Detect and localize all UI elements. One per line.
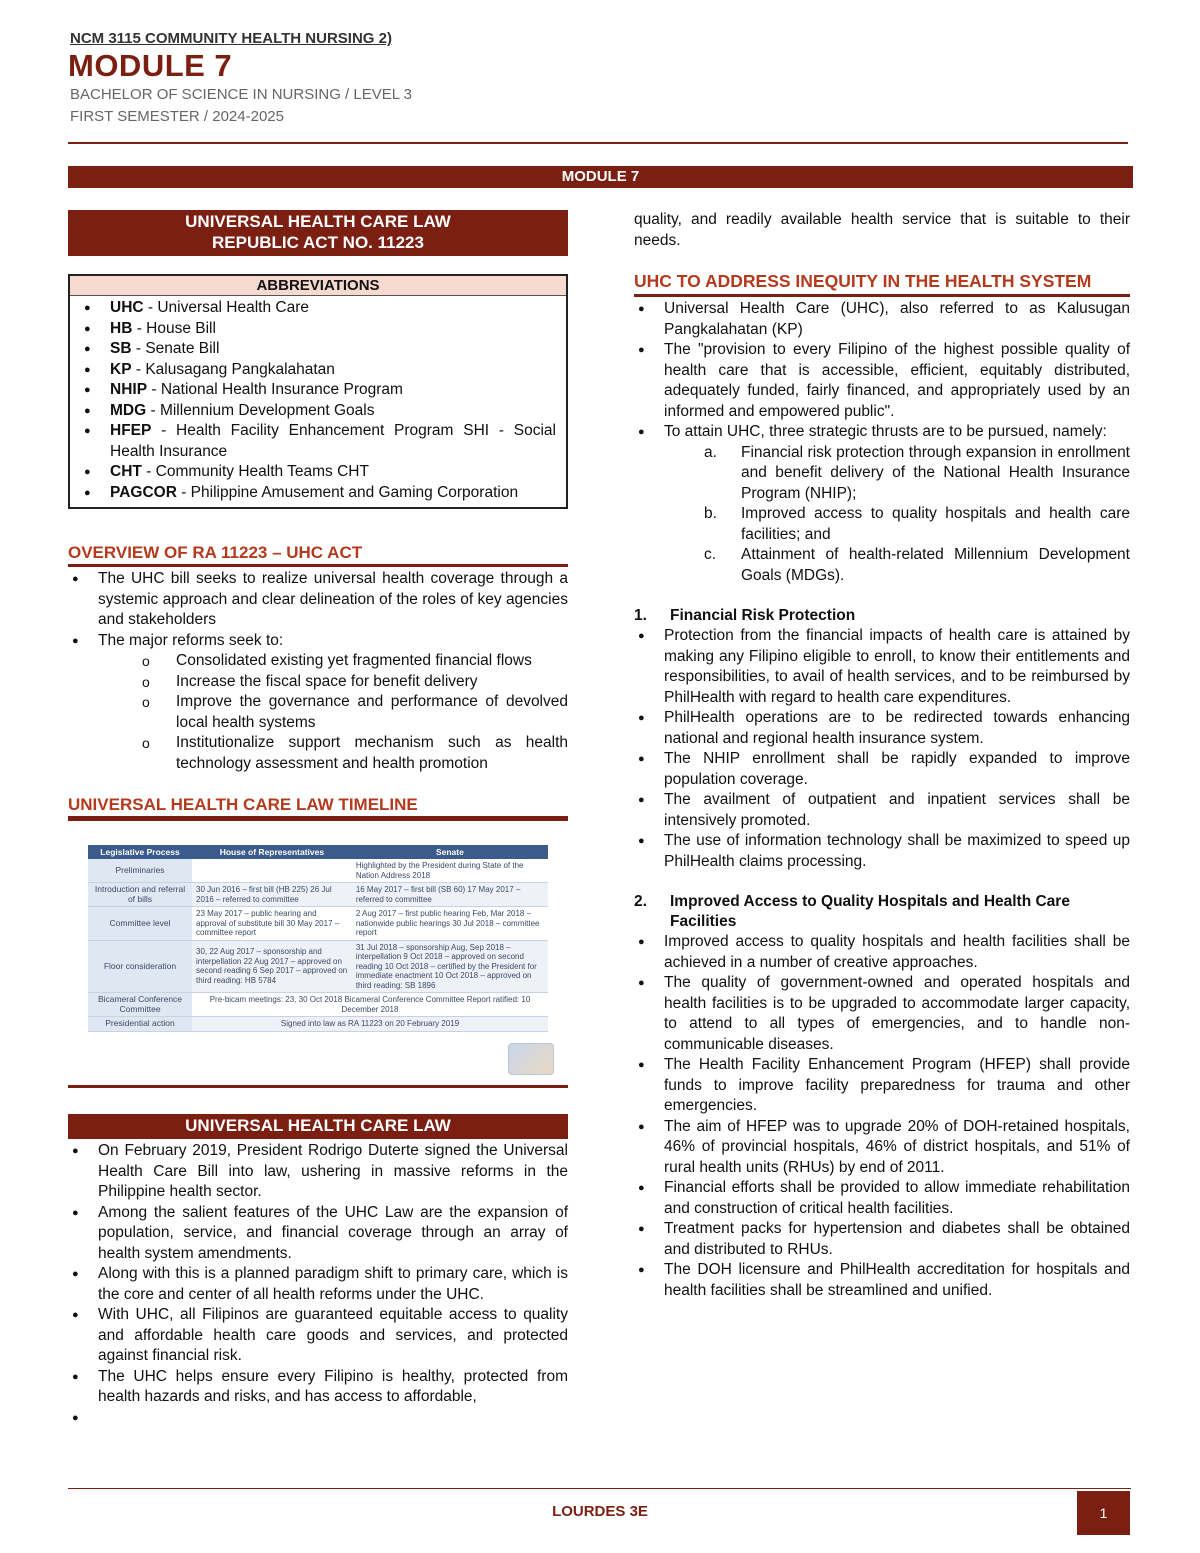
abbreviations-box [68, 274, 568, 509]
abbreviation-item: ● HFEP - Health Facility Enhancement Program SHI - Social Health Insurance [70, 421, 556, 462]
logo-icon [508, 1043, 554, 1075]
stage-cell: Bicameral Conference Committee [88, 993, 192, 1017]
list-item: ● Improved access to quality hospitals and health facilities shall be achieved in a number of creative approaches. [634, 932, 1130, 973]
table-row [88, 883, 548, 907]
stage-cell: Introduction and referral of bills [88, 883, 192, 907]
list-item: ● The availment of outpatient and inpatient services shall be intensively promoted. [634, 790, 1130, 831]
list-item: ● PhilHealth operations are to be redirected towards enhancing national and regional health insurance system. [634, 708, 1130, 749]
thrust-item: c. Attainment of health-related Millennium Development Goals (MDGs). [704, 546, 1130, 584]
list-item: ● Protection from the financial impacts of health care is attained by making any Filipino eligible to enroll, to know their entitlements and responsibilities, to avail of health services, and to be reimbursed by PhilHealth with regard to health care expenditures. [634, 626, 1130, 708]
header-divider [68, 142, 1128, 144]
abbreviation-item: ● KP - Kalusagang Pangkalahatan [70, 360, 556, 381]
stage-cell: Floor consideration [88, 940, 192, 993]
timeline-figure [68, 845, 568, 1088]
house-cell: 23 May 2017 – public hearing and approval of substitute bill 30 May 2017 – committee report [192, 907, 352, 941]
table-header-row [88, 845, 548, 859]
list-item: ● The UHC bill seeks to realize universal health coverage through a systemic approach and clear delineation of the roles of key agencies and stakeholders [68, 569, 568, 631]
list-item: ● The use of information technology shall be maximized to speed up PhilHealth claims processing. [634, 831, 1130, 872]
uhc-law-heading: UNIVERSAL HEALTH CARE LAW [68, 1114, 568, 1139]
heading-rule [634, 294, 1130, 297]
list-item: ● The major reforms seek to: [68, 631, 568, 652]
sub-list-item: o Increase the fiscal space for benefit delivery [68, 672, 568, 693]
financial-heading: 1. Financial Risk Protection [634, 607, 856, 624]
footer-author: LOURDES 3E [552, 1503, 648, 1520]
list-item: ● With UHC, all Filipinos are guaranteed equitable access to quality and affordable health care goods and services, and protected against financial risk. [68, 1305, 568, 1367]
thrust-item: a. Financial risk protection through expansion in enrollment and benefit delivery of the National Health Insurance Program (NHIP); [704, 443, 1130, 502]
abbreviation-item: ● HB - House Bill [70, 319, 556, 340]
uhc-law-list [68, 1141, 568, 1428]
program-line: BACHELOR OF SCIENCE IN NURSING / LEVEL 3 [70, 86, 413, 103]
senate-cell: 2 Aug 2017 – first public hearing Feb, Mar 2018 – nationwide public hearings 30 Jul 2018 – committee report [352, 907, 548, 941]
house-cell: 30, 22 Aug 2017 – sponsorship and interpellation 22 Aug 2017 – approved on second reading 6 Sep 2017 – approved on third reading: HB 5784 [192, 940, 352, 993]
sub-list-item: o Improve the governance and performance of devolved local health systems [68, 692, 568, 733]
abbreviation-item: ● SB - Senate Bill [70, 339, 556, 360]
continued-paragraph: quality, and readily available health service that is suitable to their needs. [634, 211, 1130, 249]
table-row [88, 907, 548, 941]
reforms-sublist [68, 651, 568, 774]
house-cell [192, 859, 352, 883]
access-heading: 2. Improved Access to Quality Hospitals and Health Care Facilities [634, 893, 1070, 930]
list-item: ● The aim of HFEP was to upgrade 20% of DOH-retained hospitals, 46% of provincial hospitals, 46% of district hospitals, and 51% of rural health units (RHUs) by end of 2011. [634, 1117, 1130, 1179]
law-title: UNIVERSAL HEALTH CARE LAW [185, 212, 451, 231]
module-banner: MODULE 7 [68, 166, 1133, 188]
table-row [88, 1017, 548, 1032]
law-title-box [68, 210, 568, 256]
thrust-item: b. Improved access to quality hospitals and health care facilities; and [704, 505, 1130, 543]
house-cell: 30 Jun 2016 – first bill (HB 225) 26 Jul 2016 – referred to committee [192, 883, 352, 907]
access-list [634, 932, 1130, 1301]
timeline-table [88, 845, 548, 1032]
list-item: ● The DOH licensure and PhilHealth accreditation for hospitals and health facilities shall be streamlined and unified. [634, 1260, 1130, 1301]
list-item: ● The UHC helps ensure every Filipino is healthy, protected from health hazards and risks, and has access to affordable, [68, 1367, 568, 1408]
left-column [68, 210, 568, 1428]
column-header: Legislative Process [88, 845, 192, 859]
stage-cell: Preliminaries [88, 859, 192, 883]
joint-cell: Signed into law as RA 11223 on 20 February 2019 [192, 1017, 548, 1032]
table-row [88, 993, 548, 1017]
list-item: ● Along with this is a planned paradigm shift to primary care, which is the core and center of all health reforms under the UHC. [68, 1264, 568, 1305]
table-row [88, 859, 548, 883]
semester-line: FIRST SEMESTER / 2024-2025 [70, 108, 284, 125]
overview-list [68, 569, 568, 651]
column-header: House of Representatives [192, 845, 352, 859]
abbreviation-item: ● PAGCOR - Philippine Amusement and Gaming Corporation [70, 483, 556, 504]
overview-heading: OVERVIEW OF RA 11223 – UHC ACT [68, 542, 568, 567]
list-item: ● To attain UHC, three strategic thrusts are to be pursued, namely: [634, 422, 1130, 443]
abbreviations-list [70, 298, 566, 503]
column-header: Senate [352, 845, 548, 859]
inequity-heading: UHC TO ADDRESS INEQUITY IN THE HEALTH SYSTEM [634, 271, 1092, 291]
list-item: ● Financial efforts shall be provided to allow immediate rehabilitation and construction of critical health facilities. [634, 1178, 1130, 1219]
strategic-thrusts-list [634, 443, 1130, 587]
stage-cell: Presidential action [88, 1017, 192, 1032]
module-title: MODULE 7 [68, 48, 233, 83]
financial-list [634, 626, 1130, 872]
abbreviation-item: ● MDG - Millennium Development Goals [70, 401, 556, 422]
list-item [68, 1408, 568, 1428]
senate-cell: Highlighted by the President during State of the Nation Address 2018 [352, 859, 548, 883]
list-item: ● Among the salient features of the UHC Law are the expansion of population, service, and financial coverage through an array of health system amendments. [68, 1203, 568, 1265]
abbreviations-heading: ABBREVIATIONS [70, 276, 566, 296]
sub-list-item: o Consolidated existing yet fragmented financial flows [68, 651, 568, 672]
table-row [88, 940, 548, 993]
footer-divider [68, 1488, 1131, 1489]
joint-cell: Pre-bicam meetings: 23, 30 Oct 2018 Bicameral Conference Committee Report ratified: 10 December 2018 [192, 993, 548, 1017]
abbreviation-item: ● CHT - Community Health Teams CHT [70, 462, 556, 483]
timeline-heading: UNIVERSAL HEALTH CARE LAW TIMELINE [68, 794, 568, 821]
list-item: ● The NHIP enrollment shall be rapidly expanded to improve population coverage. [634, 749, 1130, 790]
senate-cell: 16 May 2017 – first bill (SB 60) 17 May 2017 – referred to committee [352, 883, 548, 907]
course-title: NCM 3115 COMMUNITY HEALTH NURSING 2) [70, 30, 392, 47]
stage-cell: Committee level [88, 907, 192, 941]
abbreviation-item: ● NHIP - National Health Insurance Program [70, 380, 556, 401]
list-item: ● The "provision to every Filipino of the highest possible quality of health care that is accessible, efficient, equitably distributed, adequately funded, fairly financed, and appropriately used by an informed and empowered public". [634, 340, 1130, 422]
inequity-list [634, 299, 1130, 443]
list-item: ● Treatment packs for hypertension and diabetes shall be obtained and distributed to RHUs. [634, 1219, 1130, 1260]
list-item: ● The Health Facility Enhancement Program (HFEP) shall provide funds to improve facility preparedness for trauma and other emergencies. [634, 1055, 1130, 1117]
list-item: ● Universal Health Care (UHC), also referred to as Kalusugan Pangkalahatan (KP) [634, 299, 1130, 340]
law-number: REPUBLIC ACT NO. 11223 [212, 233, 424, 252]
list-item: ● The quality of government-owned and operated hospitals and health facilities is to be upgraded to accommodate larger capacity, to attend to all types of emergencies, and to handle non-communicable diseases. [634, 973, 1130, 1055]
senate-cell: 31 Jul 2018 – sponsorship Aug, Sep 2018 – interpellation 9 Oct 2018 – approved on second reading 10 Oct 2018 – certified by the President for immediate enactment 10 Oct 2018 – approved on third reading: SB 1896 [352, 940, 548, 993]
page-number: 1 [1077, 1491, 1130, 1535]
list-item: ● On February 2019, President Rodrigo Duterte signed the Universal Health Care Bill into law, ushering in massive reforms in the Philippine health sector. [68, 1141, 568, 1203]
right-column [634, 210, 1130, 1301]
sub-list-item: o Institutionalize support mechanism such as health technology assessment and health promotion [68, 733, 568, 774]
abbreviation-item: ● UHC - Universal Health Care [70, 298, 556, 319]
